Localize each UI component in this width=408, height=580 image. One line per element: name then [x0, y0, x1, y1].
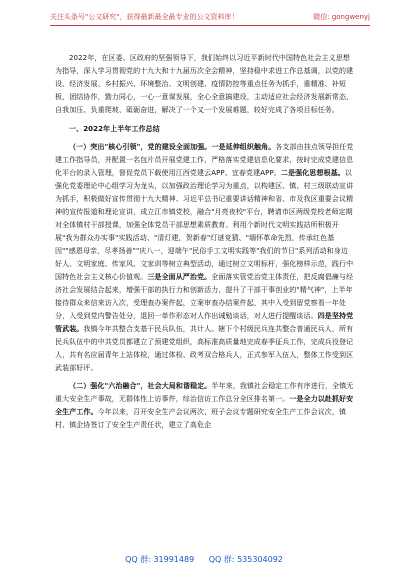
- footer-qq-group-2: QQ 群: 535304092: [208, 555, 283, 564]
- subsection-1-point-2: 二是强化思想根基。: [280, 169, 345, 177]
- subsection-1-text-4: 我镇今年共整合支基干民兵队伍，共计人。辖下个村级民兵连共整合普通民兵人，所有民兵队伍中的中共党员都建立了预建党组织，高标准高质量地完成春季征兵工作，完成兵役登记人，共有名应届青年上站体检，通过体检、政考双合格兵人，正式参军入伍人，整体工作受到区武装部好评。: [55, 325, 354, 372]
- subsection-1: [55, 141, 355, 375]
- subsection-2-text-2: 今年以来，召开安全生产会议两次，班子会议专题研究安全生产工作会议次，镇村、镇企协签订了安全生产责任状，建立了高危企: [55, 408, 347, 429]
- page-header: [50, 12, 370, 26]
- footer-qq-group-1: QQ 群: 31991489: [125, 555, 195, 564]
- page-footer: [0, 554, 408, 565]
- subsection-1-text-3: 全面落实管党治党主体责任，把反腐倡廉与经济社会发展结合起来，增强干部的执行力和创新活力，提升了干部干事创业的"精气神"，上半年接待群众来信来访入次，受理查办案件起，立案审查办结案件起，其中入受到留党察看一年处分，入受到党内警告处分，退回一单作形态对人作出诫勉谈话，对人进行提醒谈话。: [55, 273, 354, 320]
- subsection-1-heading: （一）突出"核心引领"，党的建设全面加强。一是延伸组织触角。: [69, 143, 276, 151]
- header-rule: [50, 25, 370, 26]
- subsection-1-text: 各支部由挂点领导担任党建工作指导员，并配置一名包片员开展党建工作，严格落实党建信息化要求，按时完成党建信息化平台的录入管理，督促党员下载使用江西党建云APP、宜春党建APP。: [55, 143, 354, 177]
- subsection-1-text-2: 以强化党委理论中心组学习为龙头，以加强政治理论学习为重点，以构建区、镇、村三级联动宣讲为抓手，积极做好宣传贯彻十九大精神、习近平总书记重要讲话精神和省、市及我区重要会议精神的宣传报道和理论宣讲，成立江市镇党校，融合"月亮夜校"平台，聘请市区两级党校老师定期对全体镇村干部授课，加强全体党员干部思想素质教育。利用个新时代文明实践站所积极开展"我为群众办实事"实践活动、"清灯建，贺新春"灯谜竞猜、"缅怀革命先烈，传承红色基因""感恩母亲，尽孝扬善""庆八一，迎端午"民俗手工文明实践等"我们的节日"系列活动和身边好人、文明家庭、传家风、文家训等树立典型活动，通过树立文明标杆，强化榜样示范，践行中国特色社会主义核心价值观。: [55, 169, 354, 281]
- subsection-2-heading: （二）强化"六治融合"，社会大局和谐稳定。: [69, 382, 212, 390]
- header-promo-text: 关注头条号"公文研究"，获得最新最全最专业的公文资料库！: [50, 13, 239, 21]
- subsection-1-point-3: 三是全面从严治党。: [147, 273, 212, 281]
- subsection-2: [55, 380, 355, 432]
- document-body: [55, 52, 355, 437]
- subsection-2-point-1: 一是全力以赴抓好安全生产工作。: [55, 395, 354, 416]
- section-heading-1: 一、2022年上半年工作总结: [69, 125, 160, 133]
- subsection-1-point-4: 四是坚持党管武装。: [55, 312, 354, 333]
- subsection-2-text: 半年来，我镇社会稳定工作有序进行，全镇无重大安全生产事故，无群体性上访事件，综治信访工作总分全区排名第一。: [55, 382, 354, 403]
- header-wechat-text: 微信: gongwenyj: [313, 13, 370, 21]
- intro-paragraph: 2022年，在区委、区政府的坚强领导下，我们始终以习近平新时代中国特色社会主义思想为指导，深入学习贯彻党的十九大和十九届历次全会精神，坚持稳中求进工作总基调，以党的建设、经济发展、乡村振兴、环境整治、文明创建、疫情防控等重点任务为抓手，重精准、补短板，团结协作，勠力同心，一心一意谋发展，全心全意搞建设，主动适应社会经济发展新常态，自我加压、负重爬坡、砥砺奋进，解决了一个又一个发展难题，较好完成了各项目标任务。: [55, 54, 354, 114]
